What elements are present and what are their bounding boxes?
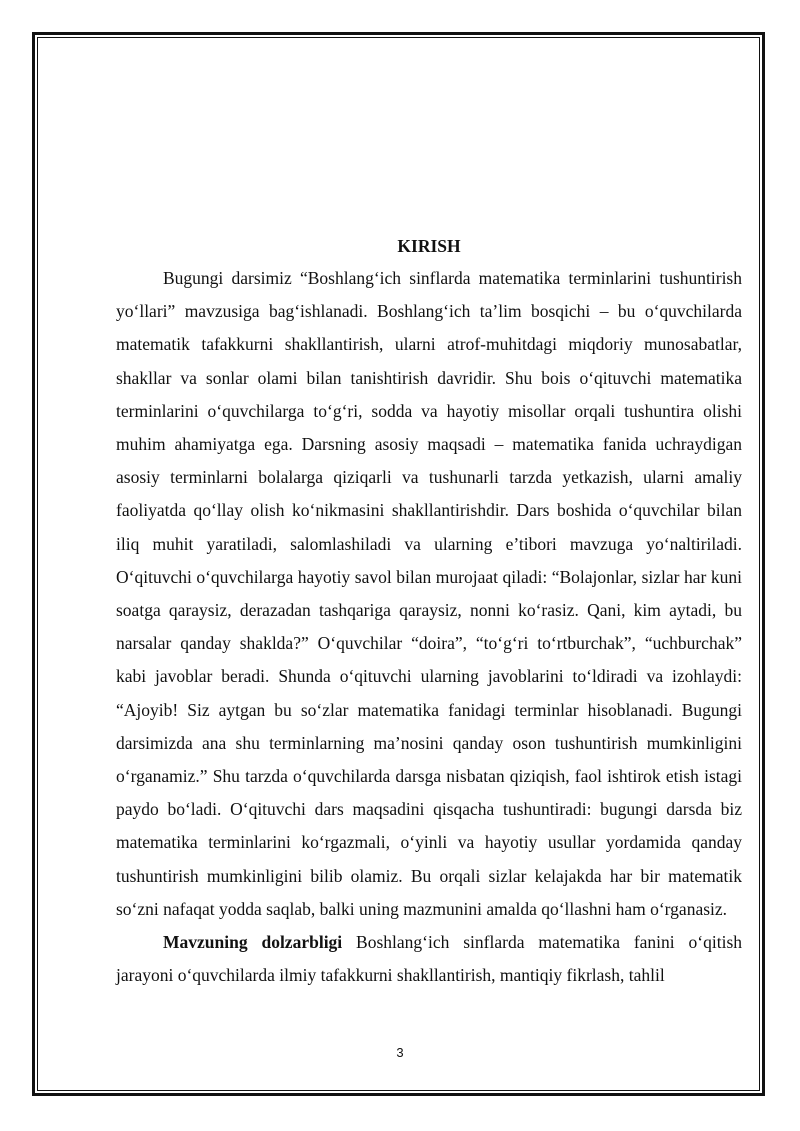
- relevance-paragraph-text: Boshlang‘ich sinflarda matematika fanini o‘qitish jarayoni o‘quvchilarda ilmiy tafakkurni shakllantirish, mantiqiy fikrlash, tahlil: [116, 932, 743, 986]
- intro-paragraph-text: Bugungi darsimiz “Boshlang‘ich sinflarda matematika terminlarini tushuntirish yo‘llari” mavzusiga bag‘ishlanadi. Boshlang‘ich ta’lim bosqichi – bu o‘quvchilarda matematik tafakkurni shakllantirish, ularni atrof-muhitdagi miqdoriy munosabatlar, shakllar va sonlar olami bilan tanishtirish davridir. Shu bois o‘qituvchi matematika terminlarini o‘quvchilarga to‘g‘ri, sodda va hayotiy misollar orqali tushuntira olishi muhim ahamiyatga ega. Darsning asosiy maqsadi – matematika fanida uchraydigan asosiy terminlarni bolalarga qiziqarli va tushunarli tarzda yetkazish, ularni amaliy faoliyatda qo‘llay olish ko‘nikmasini shakllantirishdir. Dars boshida o‘quvchilar bilan iliq muhit yaratiladi, salomlashiladi va ularning e’tibori mavzuga yo‘naltiriladi. O‘qituvchi o‘quvchilarga hayotiy savol bilan murojaat qiladi: “Bolajonlar, sizlar har kuni soatga qaraysiz, derazadan tashqariga qaraysiz, nonni ko‘rasiz. Qani, kim aytadi, bu narsalar qanday shaklda?” O‘quvchilar “doira”, “to‘g‘ri to‘rtburchak”, “uchburchak” kabi javoblar beradi. Shunda o‘qituvchi ularning javoblarini to‘ldiradi va izohlaydi: “Ajoyib! Siz aytgan bu so‘zlar matematika fanidagi terminlar hisoblanadi. Bugungi darsimizda ana shu terminlarning ma’nosini qanday oson tushuntirish mumkinligini o‘rganamiz.” Shu tarzda o‘quvchilarda darsga nisbatan qiziqish, faol ishtirok etish istagi paydo bo‘ladi. O‘qituvchi dars maqsadini qisqacha tushuntiradi: bugungi darsda biz matematika terminlarini ko‘rgazmali, o‘yinli va hayotiy usullar yordamida qanday tushuntirish mumkinligini bilib olamiz. Bu orqali sizlar kelajakda har bir matematik so‘zni nafaqat yodda saqlab, balki uning mazmunini amalda qo‘llashni ham o‘rganasiz.: [116, 268, 742, 919]
- relevance-heading: Mavzuning dolzarbligi: [163, 932, 343, 953]
- document-body: [116, 230, 742, 992]
- intro-paragraph: [116, 262, 742, 926]
- section-title: KIRISH: [397, 236, 461, 256]
- page-number: 3: [396, 1045, 404, 1060]
- relevance-paragraph: [116, 926, 742, 992]
